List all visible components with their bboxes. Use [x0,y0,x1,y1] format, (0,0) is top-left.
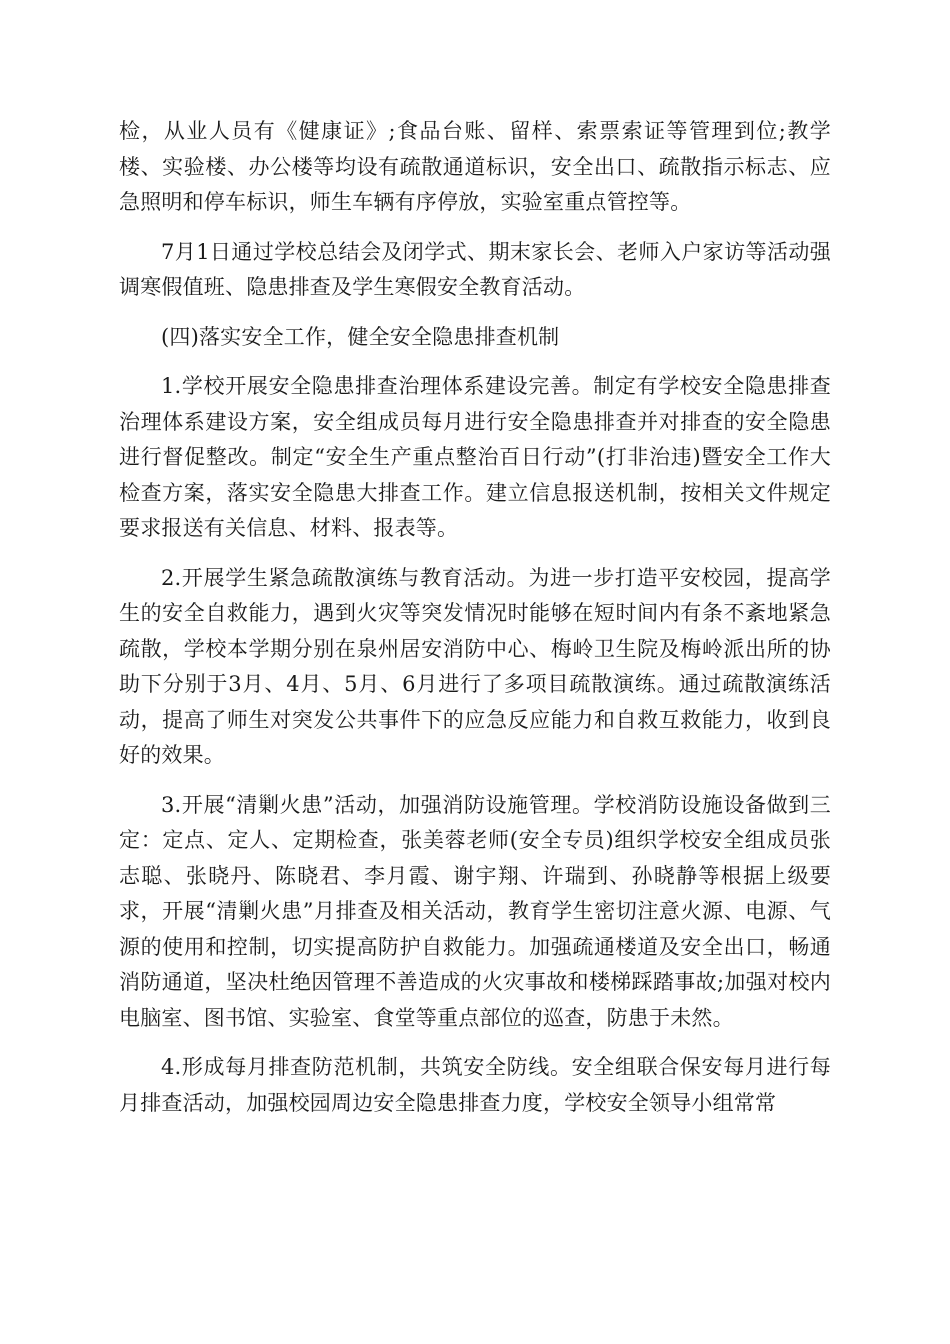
section-heading-4: (四)落实安全工作，健全安全隐患排查机制 [161,324,560,349]
paragraph-item-1: 1.学校开展安全隐患排查治理体系建设完善。制定有学校安全隐患排查治理体系建设方案，安全组成员每月进行安全隐患排查并对排查的安全隐患进行督促整改。制定“安全生产重点整治百日行动”(打非治违)暨安全工作大检查方案，落实安全隐患大排查工作。建立信息报送机制，按相关文件规定要求报送有关信息、材料、报表等。 [119,374,831,540]
paragraph-item-3: 3.开展“清剿火患”活动，加强消防设施管理。学校消防设施设备做到三定：定点、定人、定期检查，张美蓉老师(安全专员)组织学校安全组成员张志聪、张晓丹、陈晓君、李月霞、谢宇翔、许瑞到、孙晓静等根据上级要求，开展“清剿火患”月排查及相关活动，教育学生密切注意火源、电源、气源的使用和控制，切实提高防护自救能力。加强疏通楼道及安全出口，畅通消防通道，坚决杜绝因管理不善造成的火灾事故和楼梯踩踏事故;加强对校内电脑室、图书馆、实验室、食堂等重点部位的巡查，防患于未然。 [119,792,831,1030]
document-body [119,114,831,1135]
paragraph-continued: 检，从业人员有《健康证》;食品台账、留样、索票索证等管理到位;教学楼、实验楼、办公楼等均设有疏散通道标识，安全出口、疏散指示标志、应急照明和停车标识，师生车辆有序停放，实验室重点管控等。 [119,119,831,214]
paragraph-item-4: 4.形成每月排查防范机制，共筑安全防线。安全组联合保安每月进行每月排查活动，加强校园周边安全隐患排查力度，学校安全领导小组常常 [119,1055,831,1115]
paragraph-item-2: 2.开展学生紧急疏散演练与教育活动。为进一步打造平安校园，提高学生的安全自救能力，遇到火灾等突发情况时能够在短时间内有条不紊地紧急疏散，学校本学期分别在泉州居安消防中心、梅岭卫生院及梅岭派出所的协助下分别于3月、4月、5月、6月进行了多项目疏散演练。通过疏散演练活动，提高了师生对突发公共事件下的应急反应能力和自救互救能力，收到良好的效果。 [119,565,831,767]
paragraph-july-activities: 7月1日通过学校总结会及闭学式、期末家长会、老师入户家访等活动强调寒假值班、隐患排查及学生寒假安全教育活动。 [119,239,831,299]
